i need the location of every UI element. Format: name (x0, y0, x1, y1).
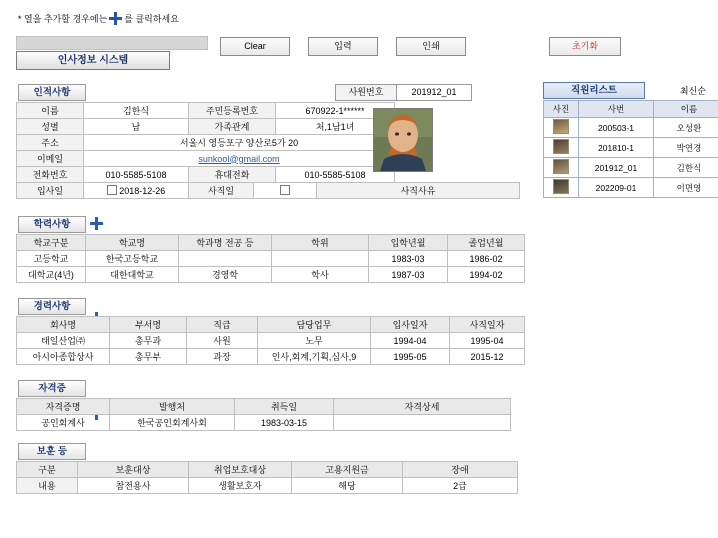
row-value-hiredate[interactable] (84, 183, 189, 199)
career-r1-c0[interactable]: 아시아종합상사 (17, 349, 110, 365)
career-header-row (17, 317, 525, 333)
education-r1-c3[interactable]: 학사 (272, 267, 369, 283)
row-value-gender[interactable]: 남 (84, 119, 189, 135)
employee-name-1[interactable]: 박연경 (654, 138, 718, 158)
row-label-address: 주소 (17, 135, 84, 151)
list-item[interactable] (544, 178, 718, 198)
row-label-email: 이메일 (17, 151, 84, 167)
license-header-2: 취득일 (235, 399, 334, 415)
employee-photo-cell-3 (544, 178, 579, 198)
list-item[interactable] (544, 118, 718, 138)
employee-list-table (543, 100, 718, 198)
license-header-1: 발행처 (110, 399, 235, 415)
education-table (16, 234, 525, 283)
print-button[interactable]: 인쇄 (396, 37, 466, 56)
add-column-hint (18, 12, 179, 25)
employee-thumb-icon (553, 179, 569, 194)
table-row (17, 267, 525, 283)
employee-id-3[interactable]: 202209-01 (579, 178, 654, 198)
row-value-address[interactable]: 서울시 영등포구 양산로5가 20 (84, 135, 395, 151)
protection-table (16, 461, 518, 494)
protection-header-1: 보훈대상 (78, 462, 189, 478)
table-row (17, 349, 525, 365)
table-row (17, 151, 395, 167)
protection-r0-c3[interactable]: 2급 (403, 478, 518, 494)
employee-list-header-photo: 사진 (544, 101, 579, 118)
row-label-name: 이름 (17, 103, 84, 119)
reset-button[interactable]: 초기화 (549, 37, 621, 56)
employee-list-title: 직원리스트 (543, 82, 645, 99)
employee-name-0[interactable]: 오성환 (654, 118, 718, 138)
section-education-title: 학력사항 (18, 216, 86, 233)
career-header-3: 담당업무 (258, 317, 371, 333)
personal-info-table (16, 102, 395, 183)
row-value-family[interactable]: 처,1남1녀 (276, 119, 395, 135)
add-education-row-icon[interactable] (90, 217, 103, 230)
employee-id-1[interactable]: 201810-1 (579, 138, 654, 158)
row-label-hiredate: 입사일 (17, 183, 84, 199)
row-value-resigndate[interactable] (254, 183, 317, 199)
page-title: 인사정보 시스템 (16, 51, 170, 70)
employee-list-header-row (544, 101, 718, 118)
employee-thumb-icon (553, 159, 569, 174)
employee-id-2[interactable]: 201912_01 (579, 158, 654, 178)
license-r0-c1[interactable]: 한국공인회계사회 (110, 415, 235, 431)
education-header-3: 학위 (272, 235, 369, 251)
protection-row-label: 내용 (17, 478, 78, 494)
table-row (17, 333, 525, 349)
education-r0-c1[interactable]: 한국고등학교 (86, 251, 179, 267)
table-row (17, 103, 395, 119)
row-value-email[interactable]: sunkool@gmail.com (84, 151, 395, 167)
list-item[interactable] (544, 158, 718, 178)
table-row (17, 478, 518, 494)
personal-hiredate-table (16, 182, 520, 199)
employee-thumb-icon (553, 139, 569, 154)
career-r0-c5[interactable]: 1995-04 (450, 333, 525, 349)
license-r0-c3[interactable] (334, 415, 511, 431)
row-label-phone: 전화번호 (17, 167, 84, 183)
employee-list-header-name: 이름 (654, 101, 718, 118)
career-r0-c4[interactable]: 1994-04 (371, 333, 450, 349)
education-r1-c5[interactable]: 1994-02 (448, 267, 525, 283)
employee-photo-cell-2 (544, 158, 579, 178)
career-r1-c4[interactable]: 1995-05 (371, 349, 450, 365)
hint-text-after: 를 클릭하세요 (124, 14, 179, 24)
license-r0-c0[interactable]: 공인회계사 (17, 415, 110, 431)
row-label-mobile: 휴대전화 (189, 167, 276, 183)
section-protection-title: 보훈 등 (18, 443, 86, 460)
employee-number-label: 사원번호 (335, 84, 397, 101)
career-table (16, 316, 525, 365)
employee-photo-cell-1 (544, 138, 579, 158)
license-r0-c2[interactable]: 1983-03-15 (235, 415, 334, 431)
employee-name-2[interactable]: 김한식 (654, 158, 718, 178)
table-row (17, 167, 395, 183)
employee-name-3[interactable]: 이면영 (654, 178, 718, 198)
row-value-mobile[interactable]: 010-5585-5108 (276, 167, 395, 183)
education-header-row (17, 235, 525, 251)
hint-text-before: * 열을 추가할 경우에는 (18, 14, 108, 24)
row-label-ssn: 주민등록번호 (189, 103, 276, 119)
employee-thumb-icon (553, 119, 569, 134)
protection-header-4: 장애 (403, 462, 518, 478)
education-r1-c1[interactable]: 대한대학교 (86, 267, 179, 283)
row-label-resignreason: 사직사유 (317, 183, 520, 199)
career-r1-c5[interactable]: 2015-12 (450, 349, 525, 365)
table-row (17, 119, 395, 135)
license-header-row (17, 399, 511, 415)
education-header-4: 입학년월 (369, 235, 448, 251)
education-r0-c0[interactable]: 고등학교 (17, 251, 86, 267)
education-header-1: 학교명 (86, 235, 179, 251)
input-button[interactable]: 입력 (308, 37, 378, 56)
table-row (17, 135, 395, 151)
row-label-gender: 성별 (17, 119, 84, 135)
protection-header-3: 고용지원금 (292, 462, 403, 478)
plus-icon (109, 12, 122, 25)
row-label-family: 가족관계 (189, 119, 276, 135)
education-header-2: 학과명 전공 등 (179, 235, 272, 251)
license-header-0: 자격증명 (17, 399, 110, 415)
date-picker-icon-2[interactable] (280, 185, 290, 195)
section-personal-title: 인적사항 (18, 84, 86, 101)
section-career-title: 경력사항 (18, 298, 86, 315)
table-row (17, 251, 525, 267)
career-header-0: 회사명 (17, 317, 110, 333)
date-picker-icon[interactable] (107, 185, 117, 195)
license-header-3: 자격상세 (334, 399, 511, 415)
row-value-phone[interactable]: 010-5585-5108 (84, 167, 189, 183)
table-row (17, 183, 520, 199)
employee-photo-cell-0 (544, 118, 579, 138)
protection-header-0: 구분 (17, 462, 78, 478)
career-r1-c1[interactable]: 총무부 (110, 349, 187, 365)
employee-list-recent-label[interactable]: 최신순 (679, 86, 706, 96)
career-header-2: 직급 (187, 317, 258, 333)
education-r1-c4[interactable]: 1987-03 (369, 267, 448, 283)
row-value-name[interactable]: 김한식 (84, 103, 189, 119)
row-label-resigndate: 사직일 (189, 183, 254, 199)
protection-r0-c2[interactable]: 해당 (292, 478, 403, 494)
career-r0-c2[interactable]: 사원 (187, 333, 258, 349)
protection-r0-c1[interactable]: 생활보호자 (189, 478, 292, 494)
table-row (17, 415, 511, 431)
education-r0-c4[interactable]: 1983-03 (369, 251, 448, 267)
career-r1-c3[interactable]: 인사,회계,기획,심사,9 (258, 349, 371, 365)
protection-header-2: 취업보호대상 (189, 462, 292, 478)
row-value-ssn[interactable]: 670922-1****** (276, 103, 395, 119)
career-header-4: 입사일자 (371, 317, 450, 333)
education-r1-c0[interactable]: 대학교(4년) (17, 267, 86, 283)
career-r1-c2[interactable]: 과장 (187, 349, 258, 365)
education-header-0: 학교구분 (17, 235, 86, 251)
clear-button[interactable]: Clear (220, 37, 290, 56)
education-r1-c2[interactable]: 경영학 (179, 267, 272, 283)
employee-list-header-id: 사번 (579, 101, 654, 118)
employee-number-value[interactable]: 201912_01 (396, 84, 472, 101)
career-r0-c1[interactable]: 총무과 (110, 333, 187, 349)
employee-photo[interactable] (373, 108, 433, 172)
toolbar-strip (16, 36, 208, 50)
career-r0-c0[interactable]: 태일산업㈜ (17, 333, 110, 349)
protection-header-row (17, 462, 518, 478)
hiredate-text: 2018-12-26 (119, 186, 166, 196)
employee-photo-image (374, 109, 432, 171)
section-license-title: 자격증 (18, 380, 86, 397)
employee-id-0[interactable]: 200503-1 (579, 118, 654, 138)
list-item[interactable] (544, 138, 718, 158)
career-header-1: 부서명 (110, 317, 187, 333)
education-r0-c5[interactable]: 1986-02 (448, 251, 525, 267)
protection-r0-c0[interactable]: 참전용사 (78, 478, 189, 494)
education-header-5: 졸업년월 (448, 235, 525, 251)
license-table (16, 398, 511, 431)
education-r0-c2[interactable] (179, 251, 272, 267)
career-r0-c3[interactable]: 노무 (258, 333, 371, 349)
education-r0-c3[interactable] (272, 251, 369, 267)
career-header-5: 사직일자 (450, 317, 525, 333)
